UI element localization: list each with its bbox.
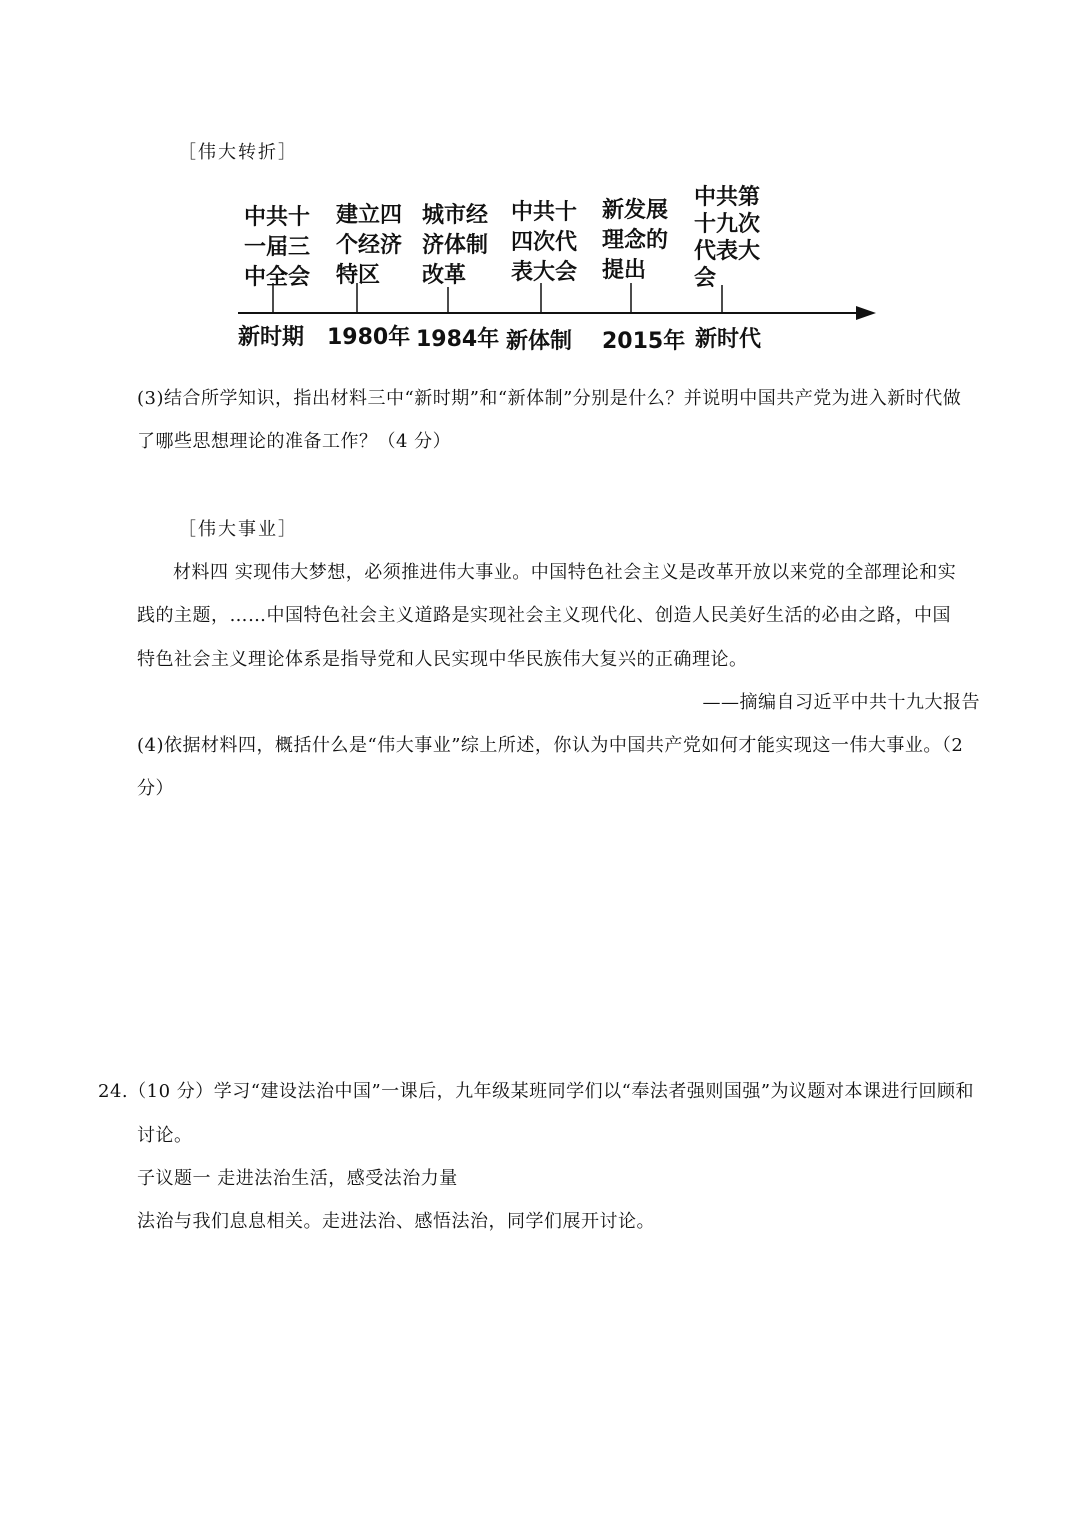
section-title-great-turning: ［伟大转折］ <box>178 142 298 163</box>
material-4-line-2: 践的主题，……中国特色社会主义道路是实现社会主义现代化、创造人民美好生活的必由之路，中国 <box>137 605 951 626</box>
timeline-event: 中共十 四次代 表大会 <box>511 200 578 285</box>
material-4-line-1: 材料四 实现伟大梦想，必须推进伟大事业。中国特色社会主义是改革开放以来党的全部理论和实 <box>173 562 957 583</box>
question-4-line-1: (4)依据材料四，概括什么是“伟大事业”综上所述，你认为中国共产党如何才能实现这一伟大事业。（2 <box>137 735 964 756</box>
timeline-tick-label: 新体制 <box>506 329 573 354</box>
question-24-line-2: 讨论。 <box>137 1125 193 1146</box>
timeline-tick-label: 2015年 <box>602 329 686 354</box>
timeline-event: 城市经 济体制 改革 <box>422 203 489 288</box>
timeline-event: 中共十 一届三 中全会 <box>244 205 311 290</box>
sub-topic-1-title: 子议题一 走进法治生活，感受法治力量 <box>137 1168 458 1189</box>
timeline-tick-label: 新时代 <box>695 327 762 352</box>
timeline-event: 新发展 理念的 提出 <box>602 198 669 283</box>
timeline-arrow-head <box>856 306 876 320</box>
timeline-tick-label: 1980年 <box>327 325 411 350</box>
question-3-line-1: (3)结合所学知识，指出材料三中“新时期”和“新体制”分别是什么？并说明中国共产党为进入新时代做 <box>137 388 962 409</box>
timeline-tick-label: 1984年 <box>416 327 500 352</box>
timeline-diagram <box>0 0 1080 360</box>
question-3-line-2: 了哪些思想理论的准备工作？（4 分） <box>137 431 452 452</box>
material-4-source: ——摘编自习近平中共十九大报告 <box>702 692 980 713</box>
question-24-line-1: 24.（10 分）学习“建设法治中国”一课后，九年级某班同学们以“奉法者强则国强”为议题对本课进行回顾和 <box>98 1081 975 1102</box>
timeline-axis <box>0 0 1080 360</box>
timeline-event: 建立四 个经济 特区 <box>336 203 403 288</box>
material-4-line-3: 特色社会主义理论体系是指导党和人民实现中华民族伟大复兴的正确理论。 <box>137 649 748 670</box>
timeline-event: 中共第 十九次 代表大 会 <box>694 185 761 291</box>
sub-topic-1-text: 法治与我们息息相关。走进法治、感悟法治，同学们展开讨论。 <box>137 1211 655 1232</box>
question-4-line-2: 分） <box>137 778 174 799</box>
section-title-great-cause: ［伟大事业］ <box>178 519 298 540</box>
timeline-tick-label: 新时期 <box>238 325 305 350</box>
